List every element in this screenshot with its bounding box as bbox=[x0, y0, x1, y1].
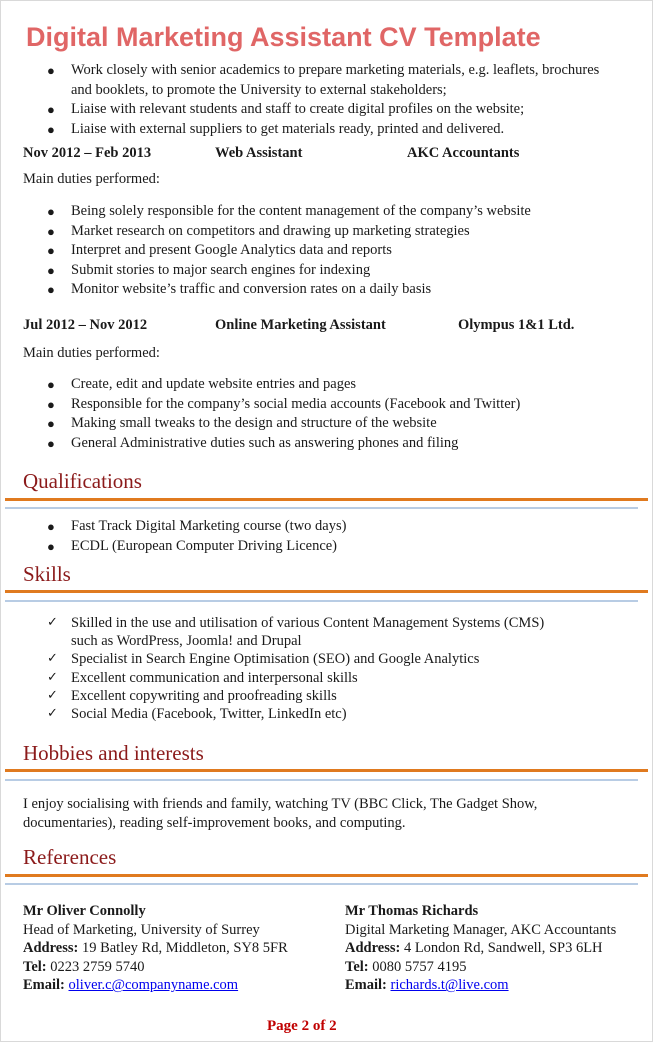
list-item: ● ECDL (European Computer Driving Licence) bbox=[0, 537, 601, 557]
qualifications-list bbox=[0, 517, 601, 556]
reference-card: Mr Thomas Richards Digital Marketing Manager, AKC Accountants Address: 4 London Rd, Sandwell, SP3 6LH Tel: 0080 5757 4195 Email: richards.t@live.com bbox=[345, 903, 617, 994]
hobbies-text: I enjoy socialising with friends and family, watching TV (BBC Click, The Gadget Show, documentaries), reading self-improvement books, and computing. bbox=[23, 796, 538, 831]
list-item: ● Market research on competitors and drawing up marketing strategies bbox=[0, 222, 601, 242]
list-item: ✓ Skilled in the use and utilisation of various Content Management Systems (CMS) such as WordPress, Joomla! and Drupal bbox=[47, 615, 545, 650]
bullet-icon: ● bbox=[47, 204, 55, 219]
job-duties-list bbox=[0, 202, 601, 300]
list-item: ● General Administrative duties such as answering phones and filing bbox=[0, 434, 601, 454]
job-dates: Nov 2012 – Feb 2013 bbox=[23, 145, 152, 161]
section-divider bbox=[5, 498, 648, 501]
job-dates: Jul 2012 – Nov 2012 bbox=[23, 317, 148, 333]
skills-list bbox=[0, 614, 571, 723]
list-item: ● Making small tweaks to the design and structure of the website bbox=[0, 414, 601, 434]
bullet-icon: ● bbox=[47, 223, 55, 239]
checkmark-icon: ✓ bbox=[47, 615, 58, 630]
checkmark-icon: ✓ bbox=[47, 687, 58, 703]
job-role: Online Marketing Assistant bbox=[215, 317, 386, 333]
section-divider bbox=[5, 779, 638, 781]
section-divider bbox=[5, 874, 648, 877]
reference-position: Head of Marketing, University of Surrey bbox=[23, 921, 260, 938]
list-item: ✓ Excellent communication and interpersonal skills bbox=[47, 669, 358, 686]
section-heading-skills: Skills bbox=[23, 562, 71, 586]
job-duties-list bbox=[0, 375, 601, 453]
section-heading-qualifications: Qualifications bbox=[23, 469, 142, 493]
bullet-icon: ● bbox=[47, 538, 55, 554]
bullet-icon: ● bbox=[47, 519, 55, 534]
reference-email-link[interactable]: oliver.c@companyname.com bbox=[68, 977, 239, 994]
duties-label: Main duties performed: bbox=[23, 171, 160, 187]
bullet-icon: ● bbox=[47, 396, 55, 412]
section-divider bbox=[5, 600, 638, 602]
bullet-icon: ● bbox=[47, 243, 55, 258]
job-company: AKC Accountants bbox=[407, 145, 520, 161]
reference-position: Digital Marketing Manager, AKC Accountants bbox=[345, 921, 617, 938]
list-item: ● Fast Track Digital Marketing course (two days) bbox=[0, 517, 601, 537]
reference-address: 19 Batley Rd, Middleton, SY8 5FR bbox=[81, 940, 288, 957]
checkmark-icon: ✓ bbox=[47, 651, 58, 667]
list-item: ● Submit stories to major search engines for indexing bbox=[0, 261, 601, 281]
section-divider bbox=[5, 590, 648, 593]
bullet-icon: ● bbox=[47, 121, 55, 137]
checkmark-icon: ✓ bbox=[47, 669, 58, 685]
section-divider bbox=[5, 507, 638, 509]
job-company: Olympus 1&1 Ltd. bbox=[458, 317, 575, 333]
list-item: ✓ Social Media (Facebook, Twitter, LinkedIn etc) bbox=[47, 706, 347, 723]
reference-name: Mr Thomas Richards bbox=[345, 903, 479, 919]
list-item: ✓ Specialist in Search Engine Optimisation (SEO) and Google Analytics bbox=[47, 651, 480, 668]
reference-email-link[interactable]: richards.t@live.com bbox=[390, 977, 509, 994]
page-number: Page 2 of 2 bbox=[267, 1018, 337, 1034]
bullet-icon: ● bbox=[47, 63, 55, 78]
list-item: ● Liaise with relevant students and staff to create digital profiles on the website; bbox=[0, 100, 601, 120]
reference-address: 4 London Rd, Sandwell, SP3 6LH bbox=[403, 940, 603, 957]
section-heading-hobbies: Hobbies and interests bbox=[23, 741, 204, 765]
bullet-icon: ● bbox=[47, 282, 55, 297]
job-role: Web Assistant bbox=[215, 145, 303, 161]
list-item: ● Responsible for the company’s social media accounts (Facebook and Twitter) bbox=[0, 395, 601, 415]
section-divider bbox=[5, 883, 638, 885]
duties-label: Main duties performed: bbox=[23, 345, 160, 361]
reference-tel: 0223 2759 5740 bbox=[50, 958, 145, 975]
list-item: ● Liaise with external suppliers to get materials ready, printed and delivered. bbox=[0, 120, 601, 140]
list-item: ● Monitor website’s traffic and conversion rates on a daily basis bbox=[0, 280, 601, 300]
section-divider bbox=[5, 769, 648, 772]
reference-tel: 0080 5757 4195 bbox=[372, 958, 467, 975]
bullet-icon: ● bbox=[47, 262, 55, 278]
list-item: ● Interpret and present Google Analytics data and reports bbox=[0, 241, 601, 261]
intro-bullet-list bbox=[0, 61, 601, 139]
reference-name: Mr Oliver Connolly bbox=[23, 903, 146, 919]
bullet-icon: ● bbox=[47, 435, 55, 451]
section-heading-references: References bbox=[23, 845, 117, 869]
bullet-icon: ● bbox=[47, 416, 55, 431]
list-item: ✓ Excellent copywriting and proofreading skills bbox=[47, 687, 337, 704]
bullet-icon: ● bbox=[47, 377, 55, 392]
checkmark-icon: ✓ bbox=[47, 706, 58, 722]
list-item: ● Being solely responsible for the content management of the company’s website bbox=[0, 202, 601, 222]
list-item: ● Work closely with senior academics to prepare marketing materials, e.g. leaflets, brochures and booklets, to promote the University to external stakeholders; bbox=[47, 62, 600, 98]
reference-card: Mr Oliver Connolly Head of Marketing, University of Surrey Address: 19 Batley Rd, Middleton, SY8 5FR Tel: 0223 2759 5740 Email: oliver.c@companyname.com bbox=[23, 903, 288, 994]
list-item: ● Create, edit and update website entries and pages bbox=[0, 375, 601, 395]
bullet-icon: ● bbox=[47, 102, 55, 117]
document-title: Digital Marketing Assistant CV Template bbox=[26, 22, 541, 52]
